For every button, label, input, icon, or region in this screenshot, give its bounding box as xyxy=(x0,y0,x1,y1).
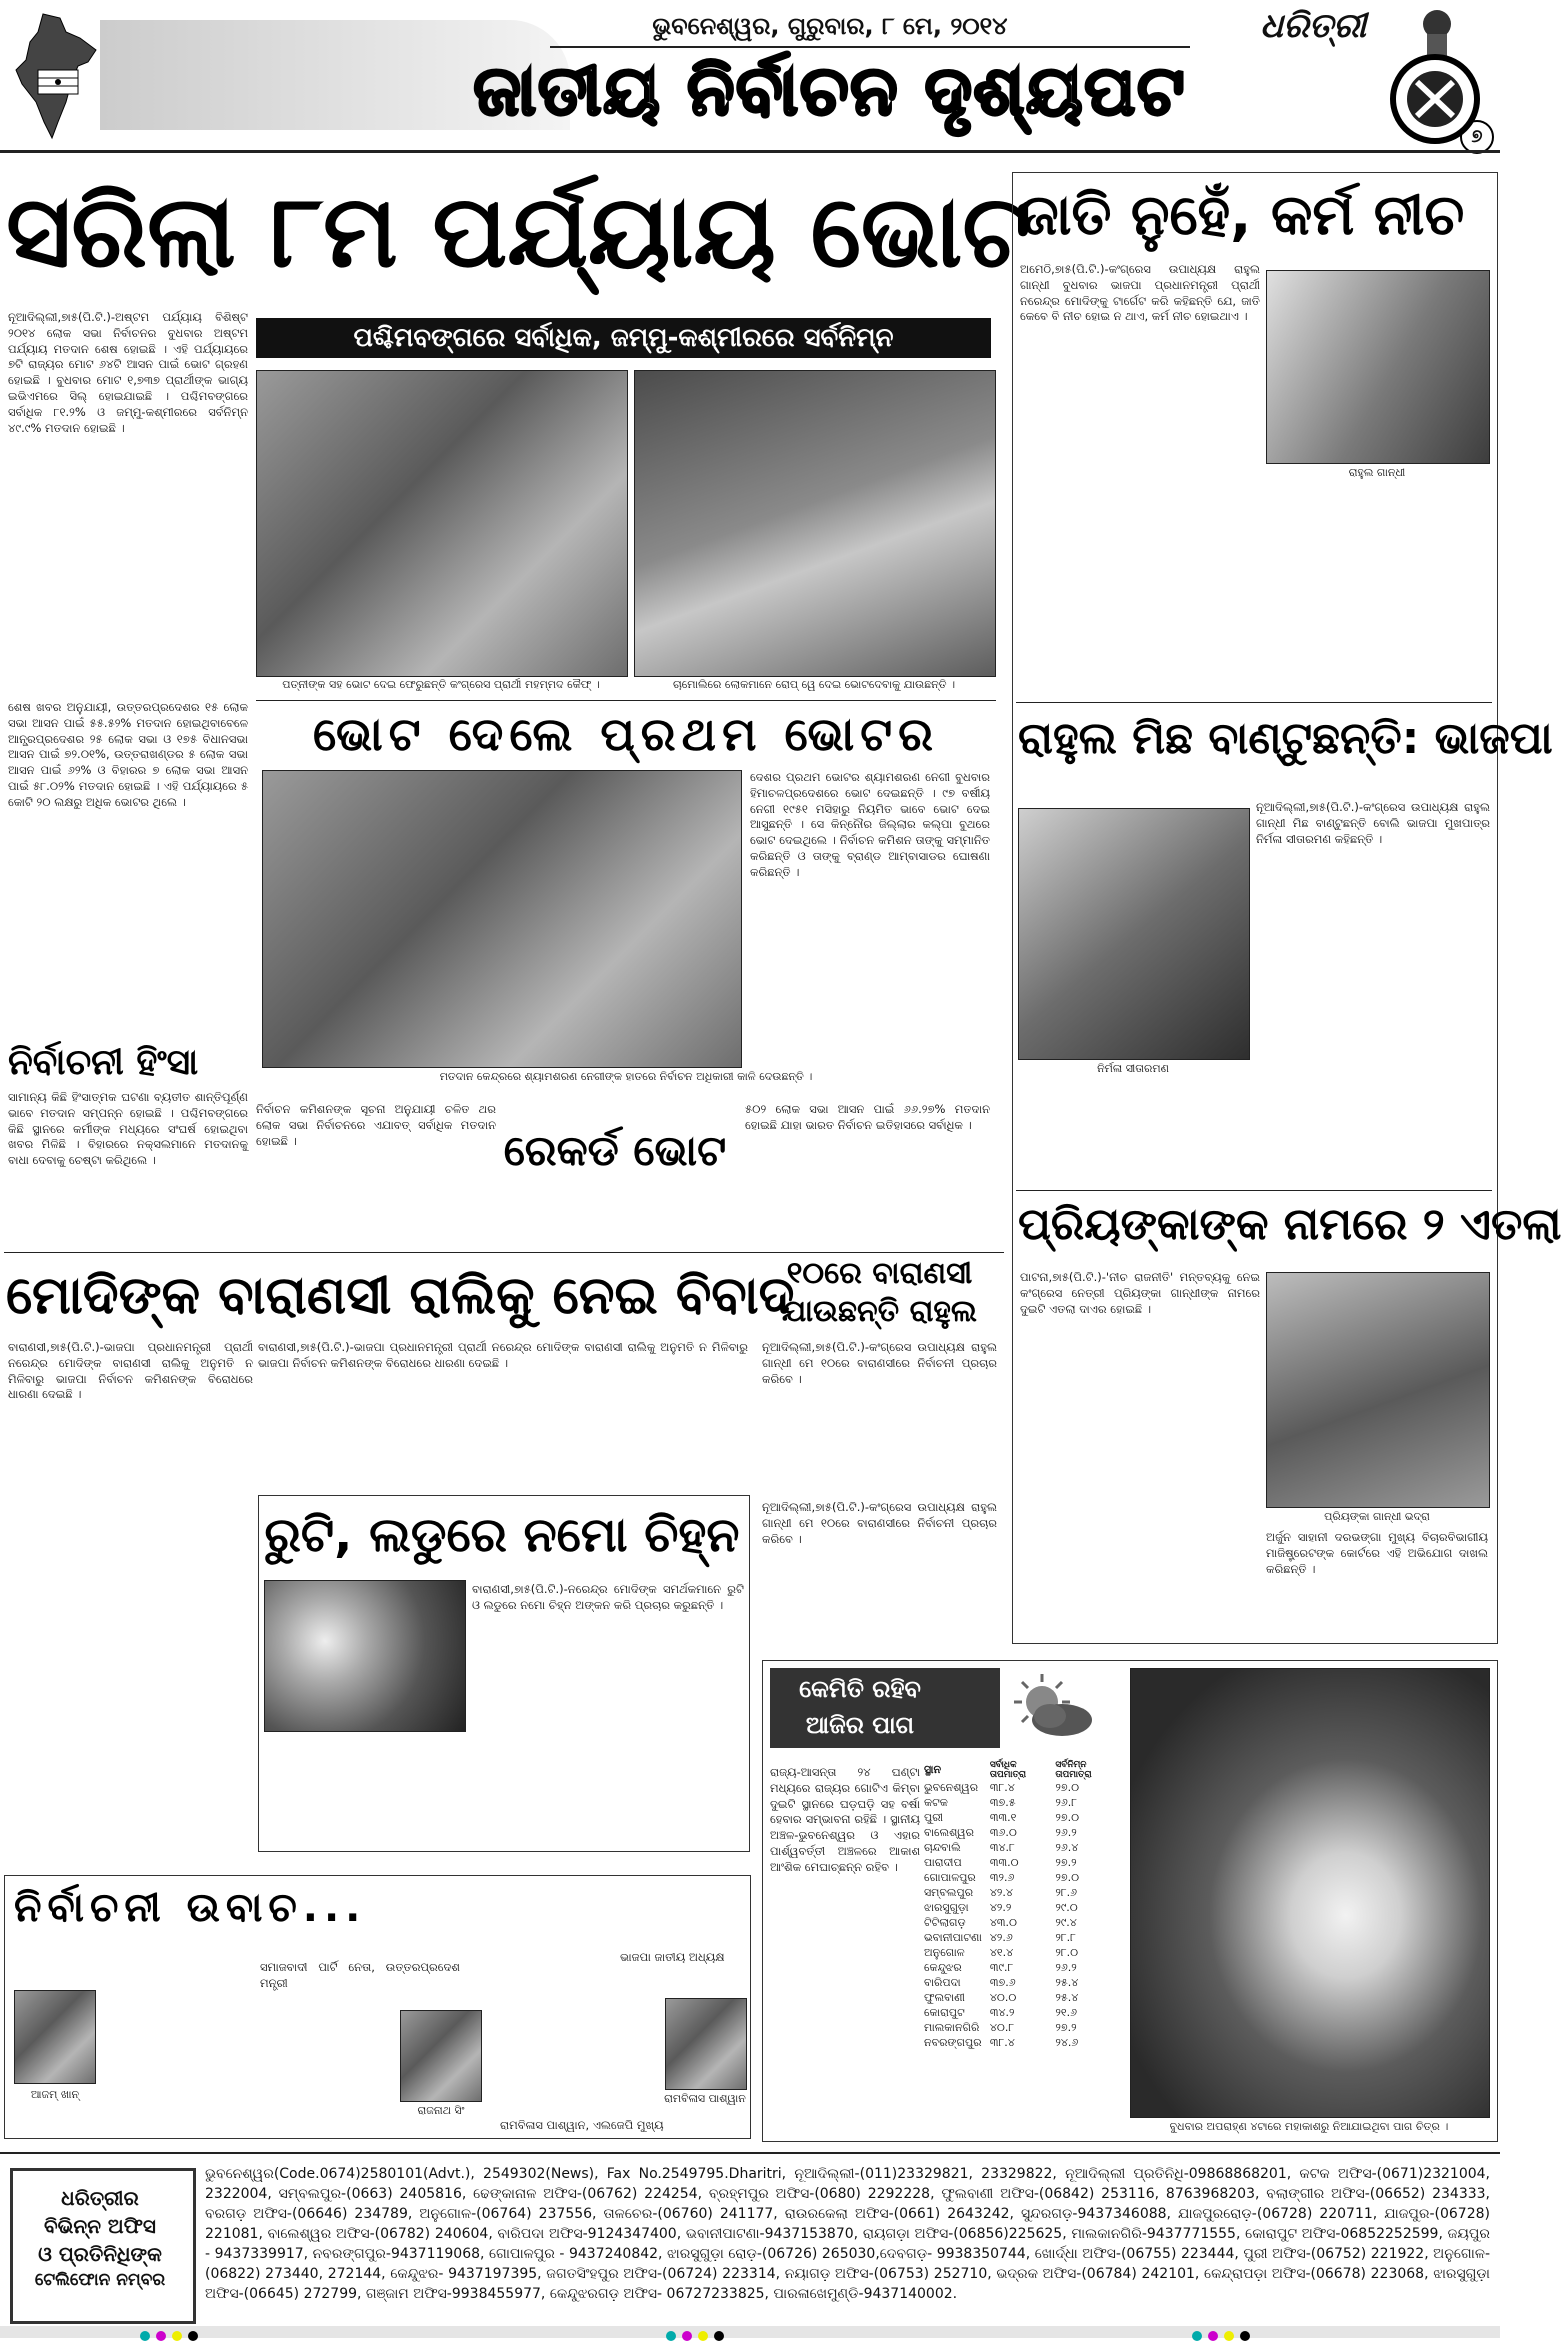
person2-caption: ରାଜନାଥ ସିଂ xyxy=(417,2104,465,2117)
weather-min: ୨୬.୨ xyxy=(1055,1825,1077,1839)
weather-headline-1: କେମିତି ରହିବ xyxy=(799,1675,921,1703)
weather-table xyxy=(920,1760,1120,2050)
first-voter-headline: ଭୋଟ ଦେଲେ ପ୍ରଥମ ଭୋଟର xyxy=(313,707,939,761)
weather-min: ୨୮.୮ xyxy=(1055,1930,1076,1944)
weather-place: ପୁରୀ xyxy=(924,1810,943,1824)
person3-caption: ରାମବିଳାସ ପାଶ୍ୱାନ xyxy=(664,2092,746,2105)
weather-max: ୪୦.୦ xyxy=(989,1990,1017,2004)
weather-max: ୪୩.୦ xyxy=(989,1915,1017,1929)
weather-row xyxy=(920,1885,1120,1900)
weather-place: କେନ୍ଦୁଝର xyxy=(924,1960,962,1974)
weather-min: ୨୬.୮ xyxy=(1055,1795,1077,1809)
weather-max: ୩୯.୮ xyxy=(989,1960,1014,1974)
weather-row xyxy=(920,1915,1120,1930)
weather-max: ୩୬.୦ xyxy=(989,1825,1017,1839)
photo-ropeway xyxy=(634,370,996,677)
footer-box-line-2: ବିଭିନ୍ନ ଅଫିସ xyxy=(44,2214,156,2238)
modi-rally-body-2: ବାରାଣସୀ,୭ା୫(ପି.ଟି.)-ଭାଜପା ପ୍ରଧାନମନ୍ତ୍ରୀ ପ୍ରାର୍ଥୀ ନରେନ୍ଦ୍ର ମୋଦିଙ୍କ ବାରାଣସୀ ରାଲିକୁ ଅନୁମତି ନ ମିଳିବାରୁ ଭାଜପା ନିର୍ବାଚନ କମିଶନଙ୍କ ବିରୋଧରେ ଧାରଣା ଦେଇଛି । xyxy=(258,1340,748,1370)
weather-min: ୨୭.୨ xyxy=(1055,1855,1077,1869)
person3-role: ରାମବିଳାସ ପାଶ୍ୱାନ, ଏଲଜେପି ମୁଖ୍ୟ xyxy=(500,2118,664,2132)
photo-nirmala xyxy=(1018,808,1250,1060)
weather-min: ୨୯.୦ xyxy=(1055,1900,1078,1914)
col-place: ସ୍ଥାନ xyxy=(924,1763,942,1776)
weather-max: ୩୩.୧ xyxy=(989,1810,1017,1824)
rahul-varanasi-body-2: ନୂଆଦିଲ୍ଲୀ,୭ା୫(ପି.ଟି.)-କଂଗ୍ରେସ ଉପାଧ୍ୟକ୍ଷ ରାହୁଲ ଗାନ୍ଧୀ ମେ ୧୦ରେ ବାରାଣସୀରେ ନିର୍ବାଚନୀ ପ୍ରଚାର କରିବେ । xyxy=(762,1500,997,1546)
weather-min: ୨୬.୨ xyxy=(1055,1960,1077,1974)
photo2-caption: ଚାମୋଲିରେ ଲୋକମାନେ ରୋପ୍ ୱେ ଦେଇ ଭୋଟଦେବାକୁ ଯାଉଛନ୍ତି । xyxy=(672,678,956,691)
photo-first-voter xyxy=(262,770,742,1068)
weather-min: ୨୮.୬ xyxy=(1055,1885,1077,1899)
weather-min: ୨୭.୦ xyxy=(1055,1780,1080,1794)
rahul-karma-body: ଅମେଠି,୭ା୫(ପି.ଟି.)-କଂଗ୍ରେସ ଉପାଧ୍ୟକ୍ଷ ରାହୁଲ ଗାନ୍ଧୀ ବୁଧବାର ଭାଜପା ପ୍ରଧାନମନ୍ତ୍ରୀ ପ୍ରାର୍ଥୀ ନରେନ୍ଦ୍ର ମୋଦିଙ୍କୁ ଟାର୍ଗେଟ କରି କହିଛନ୍ତି ଯେ, ଜାତି କେବେ ବି ନୀଚ ହୋଇ ନ ଥାଏ, କର୍ମ ନୀଚ ହୋଇଥାଏ । xyxy=(1020,262,1260,324)
weather-place: ମାଲକାନଗିରି xyxy=(924,2020,980,2034)
footer-box-line-3: ଓ ପ୍ରତିନିଧିଙ୍କ xyxy=(38,2242,162,2266)
photo-rahul-gandhi xyxy=(1266,270,1490,464)
weather-max: ୩୭.୬ xyxy=(989,1975,1016,1989)
satellite-map xyxy=(1130,1668,1490,2118)
footer-box-line-1: ଧରିତ୍ରୀର xyxy=(61,2186,139,2210)
col-min: ସର୍ବନିମ୍ନ ତାପମାତ୍ରା xyxy=(1055,1760,1092,1780)
weather-min: ୨୭.୦ xyxy=(1055,1810,1080,1824)
weather-place: ବାରିପଦା xyxy=(924,1975,961,1989)
weather-row xyxy=(920,1825,1120,1840)
photo1-caption: ପତ୍ନୀଙ୍କ ସହ ଭୋଟ ଦେଇ ଫେରୁଛନ୍ତି କଂଗ୍ରେସ ପ୍ରାର୍ଥୀ ମହମ୍ମଦ କୈଫ୍ । xyxy=(282,678,600,691)
page-number: ୭ xyxy=(1460,120,1494,154)
weather-max: ୩୭.୫ xyxy=(989,1795,1016,1809)
rahul-caption: ରାହୁଲ ଗାନ୍ଧୀ xyxy=(1348,466,1406,479)
photo-azam-khan xyxy=(14,1990,96,2084)
photo-roti xyxy=(264,1580,466,1732)
record-vote-headline: ରେକର୍ଡ ଭୋଟ xyxy=(503,1126,727,1175)
weather-max: ୪୧.୪ xyxy=(989,1945,1014,1959)
weather-place: ଚାନ୍ଦବାଲି xyxy=(924,1840,961,1854)
record-vote-body-right: ୫୦୨ ଲୋକ ସଭା ଆସନ ପାଇଁ ୬୬.୨୭% ମତଦାନ ହୋଇଛି ଯାହା ଭାରତ ନିର୍ବାଚନ ଇତିହାସରେ ସର୍ବାଧିକ । xyxy=(745,1102,990,1132)
lead-headline: ସରିଲା ୮ମ ପର୍ଯ୍ୟାୟ ଭୋଟ xyxy=(6,173,1032,290)
first-voter-caption: ମତଦାନ କେନ୍ଦ୍ରରେ ଶ୍ୟାମଶରଣ ନେଗୀଙ୍କ ହାତରେ ନିର୍ବାଚନ ଅଧିକାରୀ କାଳି ଦେଉଛନ୍ତି । xyxy=(439,1070,813,1083)
weather-max: ୩୩.୦ xyxy=(989,1855,1019,1869)
weather-row xyxy=(920,1840,1120,1855)
weather-place: ପାରାଦୀପ xyxy=(924,1855,962,1869)
photo-paswan xyxy=(665,1998,747,2090)
lead-body-2: ଶେଷ ଖବର ଅନୁଯାୟୀ, ଉତ୍ତରପ୍ରଦେଶର ୧୫ ଲୋକ ସଭା ଆସନ ପାଇଁ ୫୫.୫୨% ମତଦାନ ହୋଇଥିବାବେଳେ ଆନ୍ଧ୍ରପ୍ରଦେଶର ୨୫ ଲୋକ ସଭା ଓ ୧୭୫ ବିଧାନସଭା ଆସନ ପାଇଁ ୭୨.୦୧%, ଉତ୍ତରାଖଣ୍ଡର ୫ ଲୋକ ସଭା ଆସନ ପାଇଁ ୬୨% ଓ ବିହାରର ୭ ଲୋକ ସଭା ଆସନ ପାଇଁ ୫୮.୦୨% ମତଦାନ ହୋଇଛି । ଏହି ପର୍ଯ୍ୟାୟରେ ୫ କୋଟି ୨୦ ଲକ୍ଷରୁ ଅଧିକ ଭୋଟର ଥିଲେ । xyxy=(8,700,248,809)
modi-rally-headline: ମୋଦିଙ୍କ ବାରାଣସୀ ରାଲିକୁ ନେଇ ବିବାଦ xyxy=(6,1266,795,1326)
bjp-rahul-headline: ରାହୁଲ ମିଛ ବାଣ୍ଟୁଛନ୍ତି: ଭାଜପା xyxy=(1018,713,1553,764)
weather-max: ୩୪.୨ xyxy=(989,2005,1015,2019)
photo-voter-couple xyxy=(256,370,628,677)
weather-row xyxy=(920,1960,1120,1975)
lead-intro: ନୂଆଦିଲ୍ଲୀ,୭ା୫(ପି.ଟି.)-ଅଷ୍ଟମ ପର୍ଯ୍ୟାୟ ବିଶିଷ୍ଟ ୨୦୧୪ ଲୋକ ସଭା ନିର୍ବାଚନର ବୁଧବାର ଅଷ୍ଟମ ପର୍ଯ୍ୟାୟ ମତଦାନ ଶେଷ ହୋଇଛି । ଏହି ପର୍ଯ୍ୟାୟରେ ୭ଟି ରାଜ୍ୟର ମୋଟ ୬୪ଟି ଆସନ ପାଇଁ ଭୋଟ ଗ୍ରହଣ ହୋଇଛି । ବୁଧବାର ମୋଟ ୧,୭୩୭ ପ୍ରାର୍ଥୀଙ୍କ ଭାଗ୍ୟ ଇଭିଏମରେ ସିଲ୍ ହୋଇଯାଇଛି । ପଶ୍ଚିମବଙ୍ଗରେ ସର୍ବାଧିକ ୮୧.୨% ଓ ଜମ୍ମୁ-କଶ୍ମୀରରେ ସର୍ବନିମ୍ନ ୪୯.୯% ମତଦାନ ହୋଇଛି । xyxy=(8,310,248,435)
weather-place: ଭୁବନେଶ୍ୱର xyxy=(924,1780,979,1794)
violence-body: ସାମାନ୍ୟ କିଛି ହିଂସାତ୍ମକ ଘଟଣା ବ୍ୟତୀତ ଶାନ୍ତିପୂର୍ଣ୍ଣ ଭାବେ ମତଦାନ ସମ୍ପନ୍ନ ହୋଇଛି । ପଶ୍ଚିମବଙ୍ଗରେ କିଛି ସ୍ଥାନରେ କର୍ମୀଙ୍କ ମଧ୍ୟରେ ସଂଘର୍ଷ ହୋଇଥିବା ଖବର ମିଳିଛି । ବିହାରରେ ନକ୍ସଲମାନେ ମତଦାନକୁ ବାଧା ଦେବାକୁ ଚେଷ୍ଟା କରିଥିଲେ । xyxy=(8,1090,248,1168)
weather-min: ୨୯.୪ xyxy=(1055,1915,1077,1929)
lead-strap: ପଶ୍ଚିମବଙ୍ଗରେ ସର୍ବାଧିକ, ଜମ୍ମୁ-କଶ୍ମୀରରେ ସର୍ବନିମ୍ନ xyxy=(256,318,991,358)
rahul-varanasi-body: ନୂଆଦିଲ୍ଲୀ,୭ା୫(ପି.ଟି.)-କଂଗ୍ରେସ ଉପାଧ୍ୟକ୍ଷ ରାହୁଲ ଗାନ୍ଧୀ ମେ ୧୦ରେ ବାରାଣସୀରେ ନିର୍ବାଚନୀ ପ୍ରଚାର କରିବେ । xyxy=(762,1340,997,1386)
weather-row xyxy=(920,2035,1120,2050)
record-vote-body-left: ନିର୍ବାଚନ କମିଶନଙ୍କ ସୂଚନା ଅନୁଯାୟୀ ଚଳିତ ଥର ଲୋକ ସଭା ନିର୍ବାଚନରେ ଏଯାବତ୍ ସର୍ବାଧିକ ମତଦାନ ହୋଇଛି । xyxy=(256,1102,496,1148)
priyanka-caption: ପ୍ରିୟଙ୍କା ଗାନ୍ଧୀ ଭଦ୍ରା xyxy=(1324,1510,1430,1523)
photo-priyanka xyxy=(1266,1272,1490,1508)
weather-place: ଝାରସୁଗୁଡ଼ା xyxy=(924,1900,969,1914)
masthead xyxy=(0,0,1500,150)
weather-row xyxy=(920,1975,1120,1990)
weather-min: ୨୫.୪ xyxy=(1055,1990,1079,2004)
weather-row xyxy=(920,1780,1120,1795)
weather-row xyxy=(920,1990,1120,2005)
weather-row xyxy=(920,2020,1120,2035)
roti-laddu-headline: ରୁଟି, ଲଡୁରେ ନମୋ ଚିହ୍ନ xyxy=(264,1507,740,1563)
weather-place: ବାଲେଶ୍ୱର xyxy=(924,1825,974,1839)
weather-max: ୩୮.୪ xyxy=(989,1780,1015,1794)
weather-min: ୨୭.୨ xyxy=(1055,2020,1077,2034)
weather-place: ଟିଟିଲାଗଡ଼ xyxy=(924,1915,966,1929)
weather-headline-2: ଆଜିର ପାଗ xyxy=(805,1711,915,1739)
footer-box-line-4: ଟେଲିଫୋନ ନମ୍ବର xyxy=(34,2270,166,2290)
dateline: ଭୁବନେଶ୍ୱର, ଗୁରୁବାର, ୮ ମେ, ୨୦୧୪ xyxy=(652,12,1008,40)
weather-place: ନବରଙ୍ଗପୁର xyxy=(924,2035,982,2049)
rahul-varanasi-headline-1: ୧୦ରେ ବାରାଣସୀ xyxy=(786,1256,973,1291)
weather-place: ଫୁଲବାଣୀ xyxy=(924,1990,965,2004)
weather-max: ୩୨.୬ xyxy=(989,1870,1015,1884)
rahul-karma-headline: ଜାତି ନୁହେଁ, କର୍ମ ନୀଚ xyxy=(1020,183,1465,248)
sun-cloud-icon xyxy=(1000,1668,1100,1748)
violence-headline: ନିର୍ବାଚନୀ ହିଂସା xyxy=(8,1042,199,1083)
weather-min: ୨୫.୪ xyxy=(1055,1975,1079,1989)
person1-caption: ଆଜମ୍ ଖାନ୍ xyxy=(30,2088,80,2101)
photo-rajnath xyxy=(400,2010,482,2102)
priyanka-note: ଅର୍ଜୁନ ସାହାନୀ ଦରଭଙ୍ଗା ମୁଖ୍ୟ ବିଚାରବିଭାଗୀୟ ମାଜିଷ୍ଟ୍ରେଟଙ୍କ କୋର୍ଟରେ ଏହି ଅଭିଯୋଗ ଦାଖଲ କରିଛନ୍ତି । xyxy=(1266,1530,1488,1576)
priyanka-body: ପାଟନା,୭ା୫(ପି.ଟି.)-'ନୀଚ ରାଜନୀତି' ମନ୍ତବ୍ୟକୁ ନେଇ କଂଗ୍ରେସ ନେତ୍ରୀ ପ୍ରିୟଙ୍କା ଗାନ୍ଧୀଙ୍କ ନାମରେ ଦୁଇଟି ଏତଲା ଦାଏର ହୋଇଛି । xyxy=(1020,1270,1260,1316)
weather-row xyxy=(920,1810,1120,1825)
weather-min: ୨୮.୦ xyxy=(1055,1945,1079,1959)
weather-min: ୨୭.୦ xyxy=(1055,1870,1080,1884)
weather-place: ଭବାନୀପାଟଣା xyxy=(924,1930,982,1944)
rahul-varanasi-headline-2: ଯାଉଛନ୍ତି ରାହୁଲ xyxy=(781,1294,978,1329)
weather-max: ୩୮.୪ xyxy=(989,2035,1015,2049)
person1-role: ସମାଜବାଦୀ ପାର୍ଟି ନେତା, ଉତ୍ତରପ୍ରଦେଶ ମନ୍ତ୍ରୀ xyxy=(260,1960,460,1990)
india-map-icon xyxy=(8,10,103,145)
weather-row xyxy=(920,1900,1120,1915)
weather-place: କୋରାପୁଟ xyxy=(924,2005,965,2019)
priyanka-headline: ପ୍ରିୟଙ୍କାଙ୍କ ନାମରେ ୨ ଏତଲା xyxy=(1018,1199,1561,1250)
print-registration-marks xyxy=(0,2326,1500,2338)
quotes-headline: ନିର୍ବାଚନୀ ଉବାଚ... xyxy=(14,1885,367,1931)
weather-place: ସମ୍ବଲପୁର xyxy=(924,1885,974,1899)
weather-max: ୪୨.୬ xyxy=(989,1930,1013,1944)
weather-place: କଟକ xyxy=(924,1795,948,1809)
footer-contacts: ଭୁବନେଶ୍ୱର(Code.0674)2580101(Advt.), 2549302(News), Fax No.2549795.Dharitri, ନୂଆଦିଲ୍ଲୀ-(011)23329821, 23329822, ନୂଆଦିଲ୍ଲୀ ପ୍ରତିନିଧି-09868868201, କଟକ ଅଫିସ-(0671)2321004, 2322004, ସମ୍ବଲପୁର-(0663) 2405816, ଢେଙ୍କାନାଳ ଅଫିସ-(06762) 224254, ବ୍ରହ୍ମପୁର ଅଫିସ-(0680) 2292228, ଫୁଲବାଣୀ ଅଫିସ-(06842) 253116, 8763968203, ବଲାଙ୍ଗୀର ଅଫିସ-(06652) 234333, ବରଗଡ଼ ଅଫିସ-(06646) 234789, ଅନୁଗୋଳ-(06764) 237556, ତାଳଚେର-(06760) 241177, ରାଉରକେଲା ଅଫିସ-(0661) 2643242, ସୁନ୍ଦରଗଡ଼-9437346088, ଯାଜପୁରରୋଡ଼-(06728) 220711, ଯାଜପୁର-(06728) 221081, ବାଲେଶ୍ୱର ଅଫିସ-(06782) 240604, ବାରିପଦା ଅଫିସ-9124347400, ଭବାନୀପାଟଣା-9437153870, ରାୟଗଡ଼ା ଅଫିସ-(06856)225625, ମାଲକାନଗିରି-9437771555, କୋରାପୁଟ ଅଫିସ-06852252599, ଜୟପୁର - 9437339917, ନବରଙ୍ଗପୁର-9437119068, ଗୋପାଳପୁର - 9437240842, ଝାରସୁଗୁଡ଼ା ରୋଡ଼-(06726) 265030,ଦେବଗଡ଼- 9938350744, ଖୋର୍ଦ୍ଧା ଅଫିସ-(06755) 223444, ପୁରୀ ଅଫିସ-(06752) 221922, ଅନୁଗୋଳ-(06822) 273440, 272144, କେନ୍ଦୁଝର- 9437197395, ଜଗତସିଂହପୁର ଅଫିସ-(06724) 223314, ନୟାଗଡ଼ ଅଫିସ-(06753) 252710, ଭଦ୍ରକ ଅଫିସ-(06784) 242101, କେନ୍ଦ୍ରାପଡ଼ା ଅଫିସ-(06678) 223068, ଝାରସୁଗୁଡ଼ା ଅଫିସ-(06645) 272799, ଗଞ୍ଜାମ ଅଫିସ-9938455977, କେନ୍ଦୁଝରଗଡ଼ ଅଫିସ- 06727233825, ପାରଳାଖେମୁଣ୍ଡି-9437140002. xyxy=(205,2166,1490,2302)
nirmala-caption: ନିର୍ମଳା ସୀତାରମଣ xyxy=(1097,1062,1169,1075)
weather-max: ୪୦.୮ xyxy=(989,2020,1015,2034)
weather-body: ରାଜ୍ୟ-ଆସନ୍ତା ୨୪ ଘଣ୍ଟା ମଧ୍ୟରେ ରାଜ୍ୟର ଗୋଟିଏ କିମ୍ବା ଦୁଇଟି ସ୍ଥାନରେ ଘଡ଼ଘଡ଼ି ସହ ବର୍ଷା ହେବାର ସମ୍ଭାବନା ରହିଛି । ସ୍ଥାନୀୟ ଅଞ୍ଚଳ-ଭୁବନେଶ୍ୱର ଓ ଏହାର ପାର୍ଶ୍ୱବର୍ତ୍ତୀ ଅଞ୍ଚଳରେ ଆକାଶ ଆଂଶିକ ମେଘାଚ୍ଛନ୍ନ ରହିବ । xyxy=(770,1765,920,1874)
bjp-rahul-body: ନୂଆଦିଲ୍ଲୀ,୭ା୫(ପି.ଟି.)-କଂଗ୍ରେସ ଉପାଧ୍ୟକ୍ଷ ରାହୁଲ ଗାନ୍ଧୀ ମିଛ ବାଣ୍ଟୁଛନ୍ତି ବୋଲି ଭାଜପା ମୁଖପାତ୍ର ନିର୍ମଳା ସୀତାରମଣ କହିଛନ୍ତି । xyxy=(1256,800,1490,846)
paper-logo: ଧରିତ୍ରୀ xyxy=(1260,6,1367,46)
weather-min: ୨୬.୪ xyxy=(1055,1840,1079,1854)
map-caption: ବୁଧବାର ଅପରାହ୍ଣ ୪ଟାରେ ମହାକାଶରୁ ନିଆଯାଇଥିବା ପାଗ ଚିତ୍ର । xyxy=(1169,2120,1449,2133)
weather-max: ୪୨.୨ xyxy=(989,1900,1012,1914)
weather-min: ୨୧.୬ xyxy=(1055,2005,1077,2019)
weather-row xyxy=(920,1870,1120,1885)
col-max: ସର୍ବାଧିକ ତାପମାତ୍ରା xyxy=(989,1760,1027,1780)
weather-row xyxy=(920,1795,1120,1810)
weather-place: ଗୋପାଳପୁର xyxy=(924,1870,976,1884)
section-title: ଜାତୀୟ ନିର୍ବାଚନ ଦୃଶ୍ୟପଟ xyxy=(473,52,1187,131)
person2-role: ଭାଜପା ଜାତୀୟ ଅଧ୍ୟକ୍ଷ xyxy=(620,1950,725,1964)
modi-rally-body: ବାରାଣସୀ,୭ା୫(ପି.ଟି.)-ଭାଜପା ପ୍ରଧାନମନ୍ତ୍ରୀ ପ୍ରାର୍ଥୀ ନରେନ୍ଦ୍ର ମୋଦିଙ୍କ ବାରାଣସୀ ରାଲିକୁ ଅନୁମତି ନ ମିଳିବାରୁ ଭାଜପା ନିର୍ବାଚନ କମିଶନଙ୍କ ବିରୋଧରେ ଧାରଣା ଦେଇଛି । xyxy=(8,1340,253,1402)
weather-row xyxy=(920,2005,1120,2020)
weather-row xyxy=(920,1930,1120,1945)
weather-min: ୨୪.୬ xyxy=(1055,2035,1079,2049)
weather-row xyxy=(920,1945,1120,1960)
weather-max: ୪୨.୪ xyxy=(989,1885,1013,1899)
roti-laddu-body: ବାରାଣସୀ,୭ା୫(ପି.ଟି.)-ନରେନ୍ଦ୍ର ମୋଦିଙ୍କ ସମର୍ଥକମାନେ ରୁଟି ଓ ଲଡୁରେ ନମୋ ଚିହ୍ନ ଅଙ୍କନ କରି ପ୍ରଚାର କରୁଛନ୍ତି । xyxy=(472,1582,744,1612)
first-voter-body: ଦେଶର ପ୍ରଥମ ଭୋଟର ଶ୍ୟାମଶରଣ ନେଗୀ ବୁଧବାର ହିମାଚଳପ୍ରଦେଶରେ ଭୋଟ ଦେଇଛନ୍ତି । ୯୭ ବର୍ଷୀୟ ନେଗୀ ୧୯୫୧ ମସିହାରୁ ନିୟମିତ ଭାବେ ଭୋଟ ଦେଇ ଆସୁଛନ୍ତି । ସେ କିନ୍ନୌର ଜିଲ୍ଲାର କଲ୍ପା ବୁଥରେ ଭୋଟ ଦେଇଥିଲେ । ନିର୍ବାଚନ କମିଶନ ତାଙ୍କୁ ସମ୍ମାନିତ କରିଛନ୍ତି ଓ ତାଙ୍କୁ ବ୍ରାଣ୍ଡ ଆମ୍ବାସାଡର ଘୋଷଣା କରିଛନ୍ତି । xyxy=(750,770,990,879)
weather-max: ୩୪.୮ xyxy=(989,1840,1015,1854)
weather-place: ଅନୁଗୋଳ xyxy=(924,1945,965,1959)
weather-row xyxy=(920,1855,1120,1870)
